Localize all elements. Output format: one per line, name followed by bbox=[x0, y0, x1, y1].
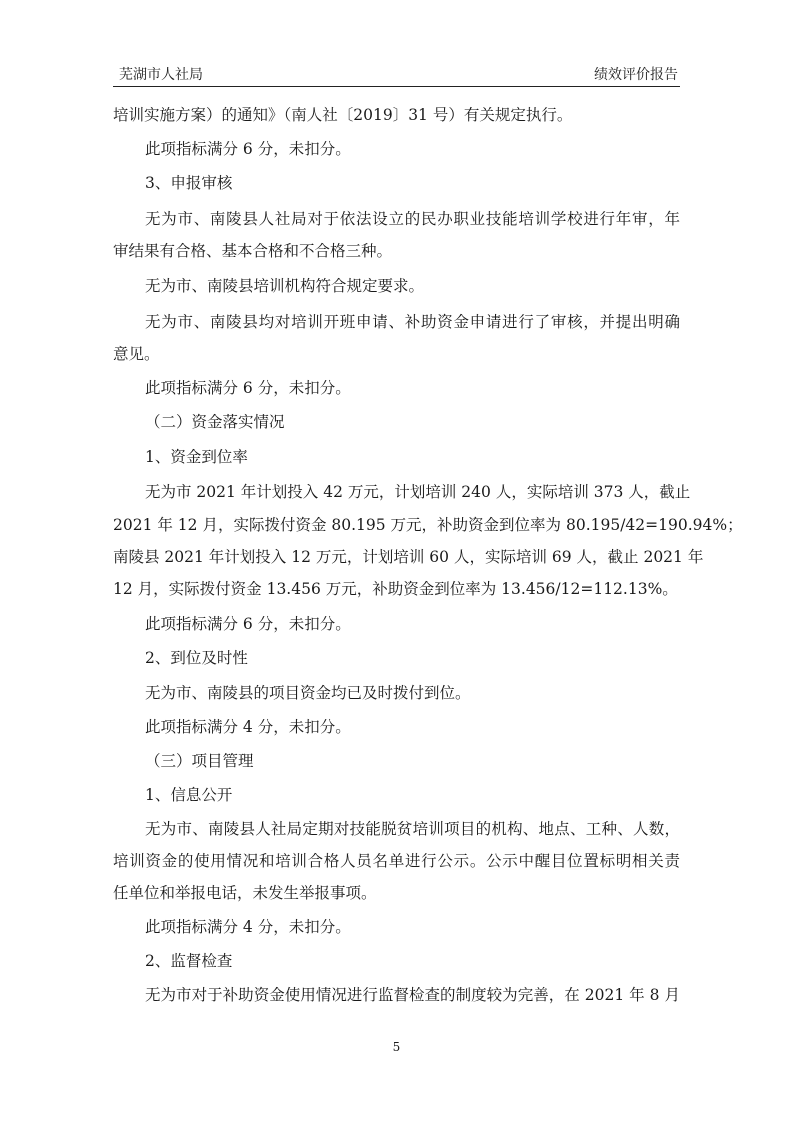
text-line: 南陵县 2021 年计划投入 12 万元，计划培训 60 人，实际培训 69 人，截止 2021 年 bbox=[113, 548, 704, 566]
text-line: 3、申报审核 bbox=[145, 174, 233, 192]
text-line: 此项指标满分 6 分，未扣分。 bbox=[145, 379, 351, 397]
subsection-heading: 1、资金到位率 bbox=[145, 448, 248, 466]
text-line: 无为市对于补助资金使用情况进行监督检查的制度较为完善，在 2021 年 8 月 bbox=[145, 986, 680, 1004]
text-line: 审结果有合格、基本合格和不合格三种。 bbox=[113, 242, 393, 260]
text-line: 此项指标满分 4 分，未扣分。 bbox=[145, 718, 351, 736]
header-report-title: 绩效评价报告 bbox=[594, 67, 678, 83]
page-header bbox=[113, 62, 680, 87]
text-line: 无为市 2021 年计划投入 42 万元，计划培训 240 人，实际培训 373 人，截止 bbox=[145, 483, 691, 501]
text-line: 任单位和举报电话，未发生举报事项。 bbox=[113, 884, 377, 902]
text-line: 2021 年 12 月，实际拨付资金 80.195 万元，补助资金到位率为 80.195/42=190.94%； bbox=[113, 516, 743, 534]
subsection-heading: 2、到位及时性 bbox=[145, 649, 248, 667]
text-line: 培训资金的使用情况和培训合格人员名单进行公示。公示中醒目位置标明相关责 bbox=[113, 852, 680, 870]
subsection-heading: 2、监督检查 bbox=[145, 952, 233, 970]
text-line: 意见。 bbox=[113, 345, 160, 363]
text-line: 无为市、南陵县培训机构符合规定要求。 bbox=[145, 277, 425, 295]
section-heading: （二）资金落实情况 bbox=[145, 413, 285, 431]
text-line: 无为市、南陵县均对培训开班申请、补助资金申请进行了审核，并提出明确 bbox=[145, 313, 680, 331]
text-line: 培训实施方案）的通知》（南人社〔2019〕31 号）有关规定执行。 bbox=[113, 106, 573, 124]
section-heading: （三）项目管理 bbox=[145, 752, 254, 770]
text-line: 此项指标满分 4 分，未扣分。 bbox=[145, 918, 351, 936]
text-line: 无为市、南陵县的项目资金均已及时拨付到位。 bbox=[145, 684, 471, 702]
text-line: 12 月，实际拨付资金 13.456 万元，补助资金到位率为 13.456/12=112.13%。 bbox=[113, 580, 678, 598]
text-line: 无为市、南陵县人社局对于依法设立的民办职业技能培训学校进行年审，年 bbox=[145, 210, 680, 228]
text-line: 此项指标满分 6 分，未扣分。 bbox=[145, 615, 351, 633]
header-org-name: 芜湖市人社局 bbox=[119, 67, 203, 83]
text-line: 无为市、南陵县人社局定期对技能脱贫培训项目的机构、地点、工种、人数， bbox=[145, 820, 680, 838]
subsection-heading: 1、信息公开 bbox=[145, 786, 233, 804]
page-number: 5 bbox=[392, 1040, 401, 1054]
text-line: 此项指标满分 6 分，未扣分。 bbox=[145, 140, 351, 158]
